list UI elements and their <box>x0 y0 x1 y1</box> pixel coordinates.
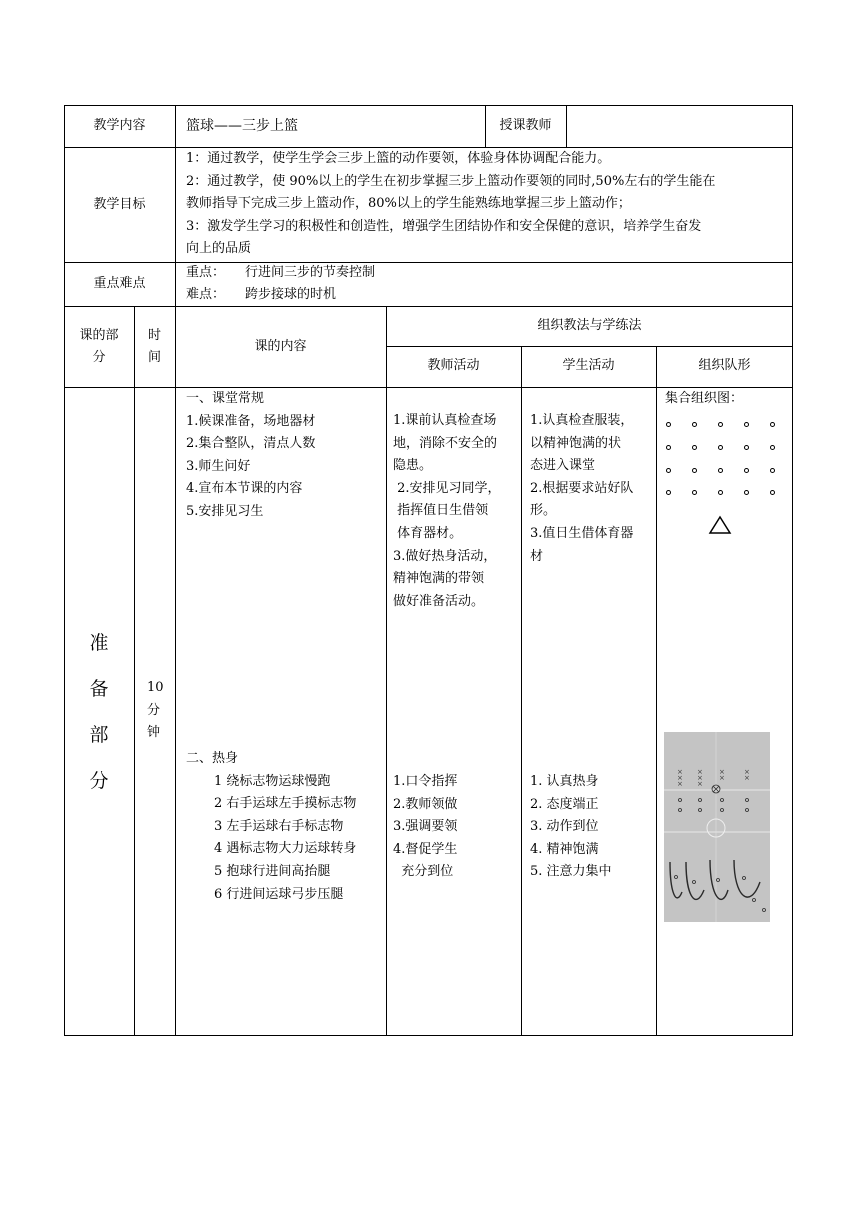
column-part <box>64 325 134 369</box>
content-warmup <box>186 748 356 906</box>
student-line: 形。 <box>530 503 557 519</box>
difficulty-value: 跨步接球的时机 <box>245 287 337 302</box>
student-line: 1. 认真热身 <box>530 774 599 789</box>
student-line: 以精神饱满的状 <box>530 435 622 451</box>
teacher-line: 隐患。 <box>393 458 433 474</box>
student-line: 3. 动作到位 <box>530 819 599 835</box>
teacher-line: 充分到位 <box>393 864 454 880</box>
content-line: 4.宣布本节课的内容 <box>186 481 303 497</box>
student-line: 2. 态度端正 <box>530 796 599 812</box>
table-border-right <box>792 105 793 1036</box>
objective-line: 2：通过教学，使 90%以上的学生在初步掌握三步上篮动作要领的同时,50%左右的学生能在 <box>186 173 716 189</box>
objectives-label: 教学目标 <box>93 197 146 212</box>
teacher-triangle-icon <box>708 515 732 535</box>
formation-title: 集合组织图： <box>665 391 744 406</box>
content-line: 2.集合整队，清点人数 <box>186 436 316 452</box>
student-line: 材 <box>530 548 544 564</box>
teacher-activity-warmup <box>393 771 457 884</box>
table-rule <box>64 262 793 263</box>
table-rule <box>64 306 793 307</box>
column-method: 组织教法与学练法 <box>537 318 642 333</box>
svg-text:×: × <box>719 774 725 782</box>
table-rule <box>656 346 657 1036</box>
svg-text:×: × <box>697 768 703 776</box>
time-text <box>147 677 164 745</box>
svg-text:×: × <box>677 774 683 782</box>
student-line: 1.认真检查服装， <box>530 413 634 428</box>
column-teacher: 教师活动 <box>427 358 480 373</box>
time-char: 分 <box>147 702 161 718</box>
table-border-top <box>64 105 793 106</box>
table-rule <box>175 105 176 307</box>
content-line: 2 右手运球左手摸标志物 <box>214 796 357 812</box>
student-line: 4. 精神饱满 <box>530 841 599 857</box>
teacher-line: 3.做好热身活动， <box>393 548 497 564</box>
focus-value: 行进间三步的节奏控制 <box>245 265 376 280</box>
teacher-line: 精神饱满的带领 <box>393 571 485 587</box>
svg-text:×: × <box>744 768 750 776</box>
teacher-line: 体育器材。 <box>393 525 463 541</box>
teacher-line: 1.课前认真检查场 <box>393 413 497 428</box>
svg-text:×: × <box>744 774 750 782</box>
part-char: 分 <box>89 770 109 792</box>
content-line: 二、热身 <box>186 751 239 766</box>
difficulty-label: 难点： <box>186 287 226 302</box>
svg-text:×: × <box>719 768 725 776</box>
column-student: 学生活动 <box>562 358 615 373</box>
student-activity-warmup <box>530 771 612 884</box>
svg-text:×: × <box>697 774 703 782</box>
time-char: 钟 <box>147 725 161 741</box>
content-line: 3 左手运球右手标志物 <box>214 818 344 834</box>
content-line: 5 抱球行进间高抬腿 <box>214 863 331 879</box>
column-content: 课的内容 <box>254 339 307 354</box>
content-line: 1.候课准备，场地器材 <box>186 413 316 429</box>
objective-line: 1：通过教学，使学生学会三步上篮的动作要领，体验身体协调配合能力。 <box>186 151 611 166</box>
column-part-text: 课的部分 <box>79 328 119 365</box>
content-line: 5.安排见习生 <box>186 503 264 519</box>
column-time-text: 时间 <box>147 328 161 365</box>
objective-line: 向上的品质 <box>186 241 252 257</box>
table-rule <box>386 346 793 347</box>
teacher-line: 地，消除不安全的 <box>393 435 498 451</box>
part-char: 备 <box>89 678 109 700</box>
table-rule <box>134 306 135 1036</box>
teacher-line: 指挥值日生借领 <box>393 503 489 519</box>
content-line: 6 行进间运球弓步压腿 <box>214 886 344 902</box>
objective-line: 3：激发学生学习的积极性和创造性，增强学生团结协作和安全保健的意识，培养学生奋发 <box>186 218 702 234</box>
column-time <box>134 325 175 369</box>
content-label: 教学内容 <box>93 118 146 133</box>
svg-text:×: × <box>677 768 683 776</box>
table-rule <box>175 306 176 1036</box>
teacher-line: 1.口令指挥 <box>393 774 458 789</box>
table-rule <box>386 306 387 1036</box>
teacher-line: 2.教师领做 <box>393 796 458 812</box>
student-line: 5. 注意力集中 <box>530 864 612 880</box>
student-activity-routine <box>530 410 633 568</box>
objectives-text <box>186 148 715 261</box>
part-char: 准 <box>89 632 109 654</box>
warmup-drill-diagram <box>664 732 770 922</box>
teacher-line: 做好准备活动。 <box>393 593 485 609</box>
content-line: 4 遇标志物大力运球转身 <box>214 841 357 857</box>
part-text <box>64 620 134 804</box>
table-border-bottom <box>64 1035 793 1036</box>
content-line: 一、课堂常规 <box>186 391 265 406</box>
table-rule <box>566 105 567 148</box>
content-value: 篮球——三步上篮 <box>186 118 298 134</box>
student-line: 3.值日生借体育器 <box>530 525 634 541</box>
teacher-label: 授课教师 <box>499 118 552 133</box>
content-line: 3.师生问好 <box>186 458 251 474</box>
table-rule <box>521 346 522 1036</box>
content-routine <box>186 388 315 524</box>
column-formation: 组织队形 <box>698 358 751 373</box>
key-points-label: 重点难点 <box>93 276 146 291</box>
table-border-left <box>64 105 65 1036</box>
svg-text:×: × <box>677 780 683 788</box>
content-line: 1 绕标志物运球慢跑 <box>214 773 331 789</box>
focus-label: 重点： <box>186 265 226 280</box>
objective-line: 教师指导下完成三步上篮动作，80%以上的学生能熟练地掌握三步上篮动作； <box>186 196 631 212</box>
formation-dots <box>664 418 784 498</box>
time-char: 10 <box>147 680 164 695</box>
student-line: 态进入课堂 <box>530 458 596 474</box>
teacher-line: 3.强调要领 <box>393 819 458 835</box>
teacher-activity-routine <box>393 410 501 613</box>
svg-text:×: × <box>697 780 703 788</box>
teacher-line: 2.安排见习同学， <box>393 480 501 496</box>
part-char: 部 <box>89 724 109 746</box>
teacher-line: 4.督促学生 <box>393 841 458 857</box>
student-line: 2.根据要求站好队 <box>530 480 634 496</box>
